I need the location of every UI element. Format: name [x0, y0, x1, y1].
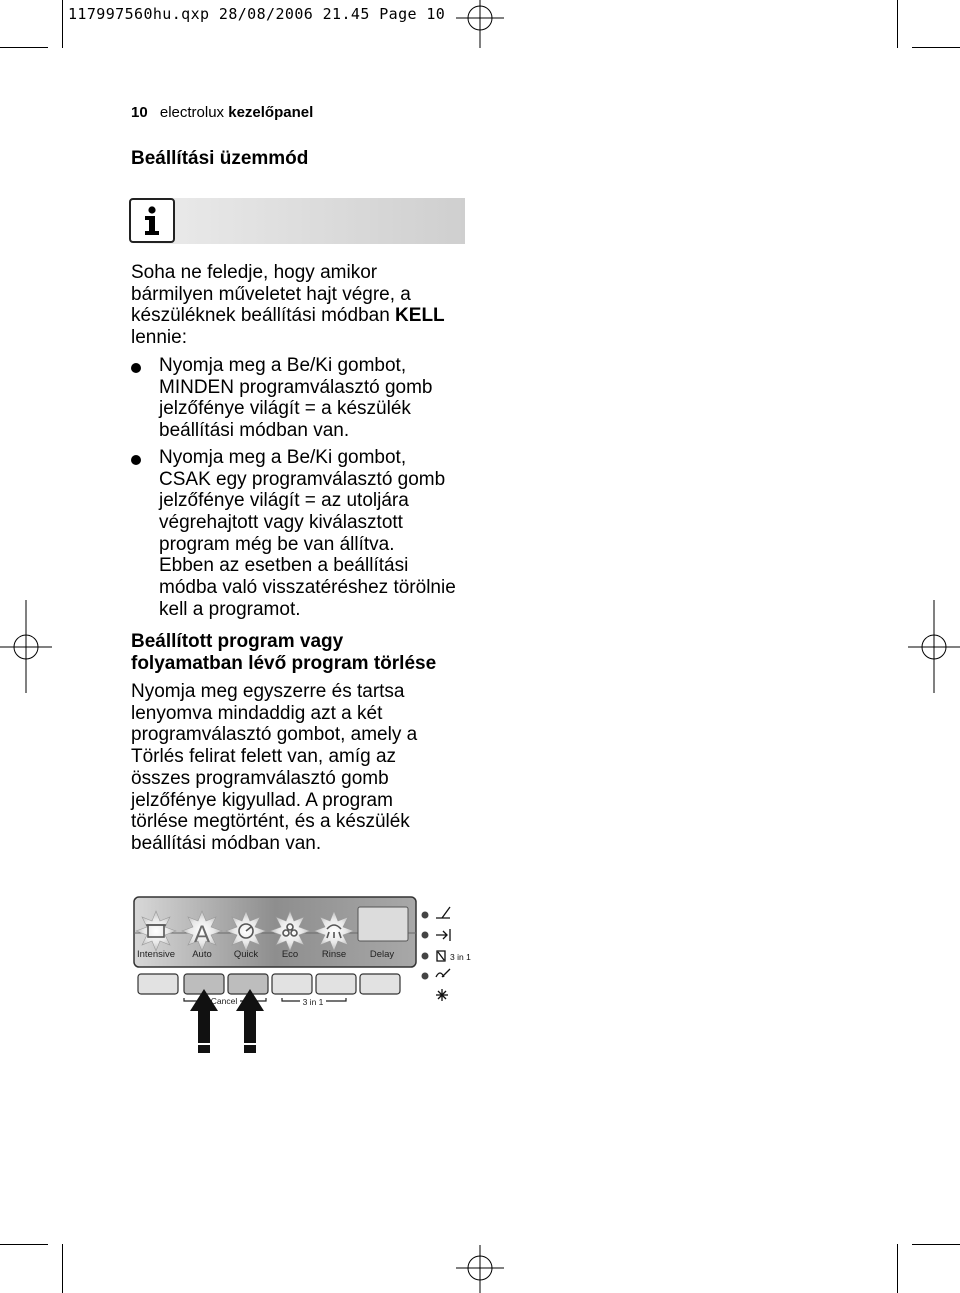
file-slug: 117997560hu.qxp 28/08/2006 21.45 Page 10 — [68, 5, 446, 23]
program-label: Rinse — [321, 949, 347, 960]
section-heading: Beállítási üzemmód — [131, 148, 309, 169]
program-label: Intensive — [136, 949, 176, 960]
indicator-dot — [422, 973, 429, 980]
indicator-dot — [422, 953, 429, 960]
indicator-dot — [422, 912, 429, 919]
text-line: Törlés felirat felett van, amíg az — [131, 746, 397, 768]
quick-button[interactable] — [228, 974, 268, 994]
text-line: jelzőfénye világít = az utoljára — [159, 490, 409, 512]
program-label: Quick — [233, 949, 259, 960]
text-line: lenyomva mindaddig azt a két — [131, 702, 383, 724]
cancel-label: Cancel — [210, 996, 238, 1006]
page-number: 10 — [131, 104, 148, 121]
end-of-program-icon — [436, 929, 450, 941]
indicator-light — [314, 911, 354, 951]
text-span: készüléknek beállítási módban — [131, 305, 396, 327]
text-line: kell a programot. — [159, 598, 301, 620]
cancel-instructions-paragraph — [131, 681, 471, 855]
eco-button[interactable] — [272, 974, 312, 994]
text-line: lennie: — [131, 327, 187, 349]
text-line: beállítási módban van. — [131, 832, 322, 854]
text-line: Beállított program vagy — [131, 631, 344, 652]
text-line: Nyomja meg a Be/Ki gombot, — [159, 446, 407, 468]
rinse-button[interactable] — [316, 974, 356, 994]
indicator-3in1-label: 3 in 1 — [450, 952, 471, 962]
indicator-column — [422, 907, 472, 1001]
brand-name: electrolux — [159, 104, 225, 121]
bullet-icon — [131, 363, 141, 373]
dry-icon — [436, 989, 448, 1001]
text-line: beállítási módban van. — [159, 420, 350, 442]
bullet-icon — [131, 455, 141, 465]
intro-paragraph — [131, 262, 471, 349]
text-line: Soha ne feledje, hogy amikor — [131, 262, 378, 283]
text-line: CSAK egy programválasztó gomb — [159, 468, 446, 490]
section-name: kezelőpanel — [228, 104, 314, 121]
text-line: jelzőfénye kigyullad. A program — [131, 789, 393, 811]
text-line: jelzőfénye világít = a készülék — [159, 398, 411, 420]
salt-icon — [436, 907, 450, 918]
emphasis-word: KELL — [395, 305, 445, 327]
up-arrow-icon — [236, 989, 264, 1053]
text-line: bármilyen műveletet hajt végre, a — [131, 283, 411, 305]
bullet-item — [131, 355, 476, 442]
text-line: folyamatban lévő program törlése — [131, 653, 437, 674]
text-line: törlése megtörtént, és a készülék — [131, 811, 410, 833]
text-line: Ebben az esetben a beállítási — [159, 555, 409, 577]
program-label: Auto — [192, 949, 212, 960]
tablet-3in1-icon — [437, 951, 445, 961]
program-label: Delay — [369, 949, 395, 960]
rinse-aid-icon — [436, 969, 450, 977]
running-header — [131, 104, 313, 121]
bullet-item — [131, 447, 476, 621]
delay-button[interactable] — [360, 974, 400, 994]
text-line: programválasztó gombot, amely a — [131, 724, 418, 746]
info-bar — [129, 198, 465, 244]
text-line: Nyomja meg egyszerre és tartsa — [131, 681, 405, 702]
info-icon — [129, 198, 175, 243]
indicator-dot — [422, 932, 429, 939]
indicator-light — [136, 911, 176, 951]
text-line: program még be van állítva. — [159, 533, 395, 555]
text-line: Nyomja meg a Be/Ki gombot, — [159, 355, 407, 376]
intensive-button[interactable] — [138, 974, 178, 994]
indicator-light — [270, 911, 310, 951]
text-line: MINDEN programválasztó gomb — [159, 376, 433, 398]
program-label: Eco — [281, 949, 299, 960]
text-line — [131, 305, 471, 327]
three-in-one-bracket-label: 3 in 1 — [302, 997, 324, 1007]
auto-symbol: A — [193, 921, 211, 948]
bullet-list — [131, 355, 476, 620]
display-window — [358, 907, 408, 941]
text-line: összes programválasztó gomb — [131, 767, 389, 789]
text-line: végrehajtott vagy kiválasztott — [159, 511, 403, 533]
subsection-heading — [131, 631, 471, 675]
text-line: módba való visszatéréshez törölnie — [159, 577, 456, 599]
control-panel-illustration — [120, 885, 490, 1060]
